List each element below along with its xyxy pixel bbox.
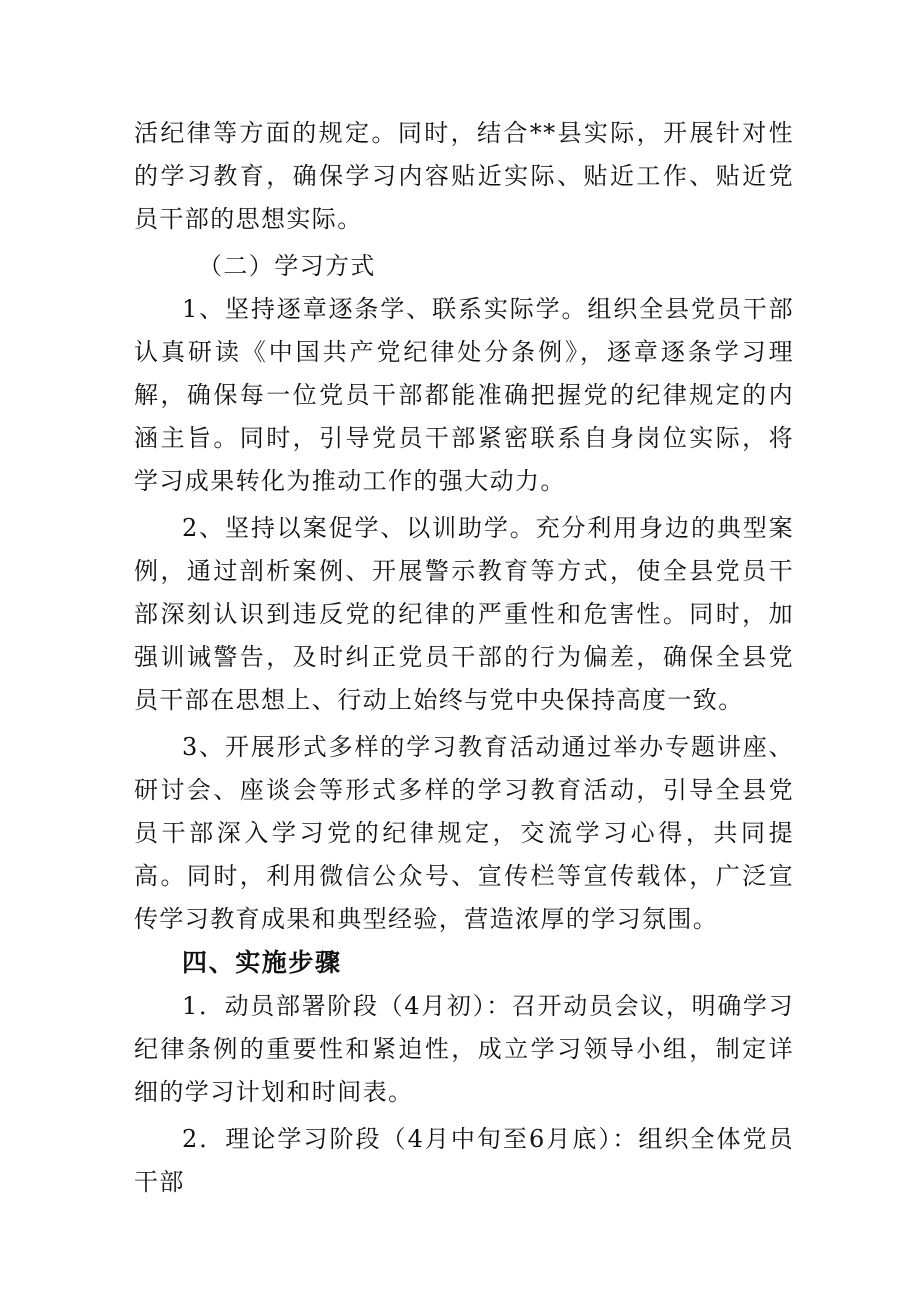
step-1-paragraph: 1．动员部署阶段（4月初）：召开动员会议，明确学习纪律条例的重要性和紧迫性，成立学习领导小组，制定详细的学习计划和时间表。 (134, 992, 794, 1106)
method-2-paragraph: 2、坚持以案促学、以训助学。充分利用身边的典型案例，通过剖析案例、开展警示教育等方式，使全县党员干部深刻认识到违反党的纪律的严重性和危害性。同时，加强训诫警告，及时纠正党员干部的行为偏差，确保全县党员干部在思想上、行动上始终与党中央保持高度一致。 (134, 514, 794, 714)
method-3-paragraph: 3、开展形式多样的学习教育活动通过举办专题讲座、研讨会、座谈会等形式多样的学习教育活动，引导全县党员干部深入学习党的纪律规定，交流学习心得，共同提高。同时，利用微信公众号、宣传栏等宣传载体，广泛宣传学习教育成果和典型经验，营造浓厚的学习氛围。 (134, 733, 794, 933)
section-2-title: （二）学习方式 (198, 252, 376, 280)
continuation-paragraph: 活纪律等方面的规定。同时，结合**县实际，开展针对性的学习教育，确保学习内容贴近实际、贴近工作、贴近党员干部的思想实际。 (134, 119, 794, 233)
section-4-heading: 四、实施步骤 (182, 948, 342, 977)
step-2-paragraph: 2．理论学习阶段（4月中旬至6月底）：组织全体党员干部 (134, 1125, 794, 1196)
document-page (134, 112, 794, 1204)
method-1-paragraph: 1、坚持逐章逐条学、联系实际学。组织全县党员干部认真研读《中国共产党纪律处分条例》，逐章逐条学习理解，确保每一位党员干部都能准确把握党的纪律规定的内涵主旨。同时，引导党员干部紧密联系自身岗位实际，将学习成果转化为推动工作的强大动力。 (134, 295, 794, 495)
